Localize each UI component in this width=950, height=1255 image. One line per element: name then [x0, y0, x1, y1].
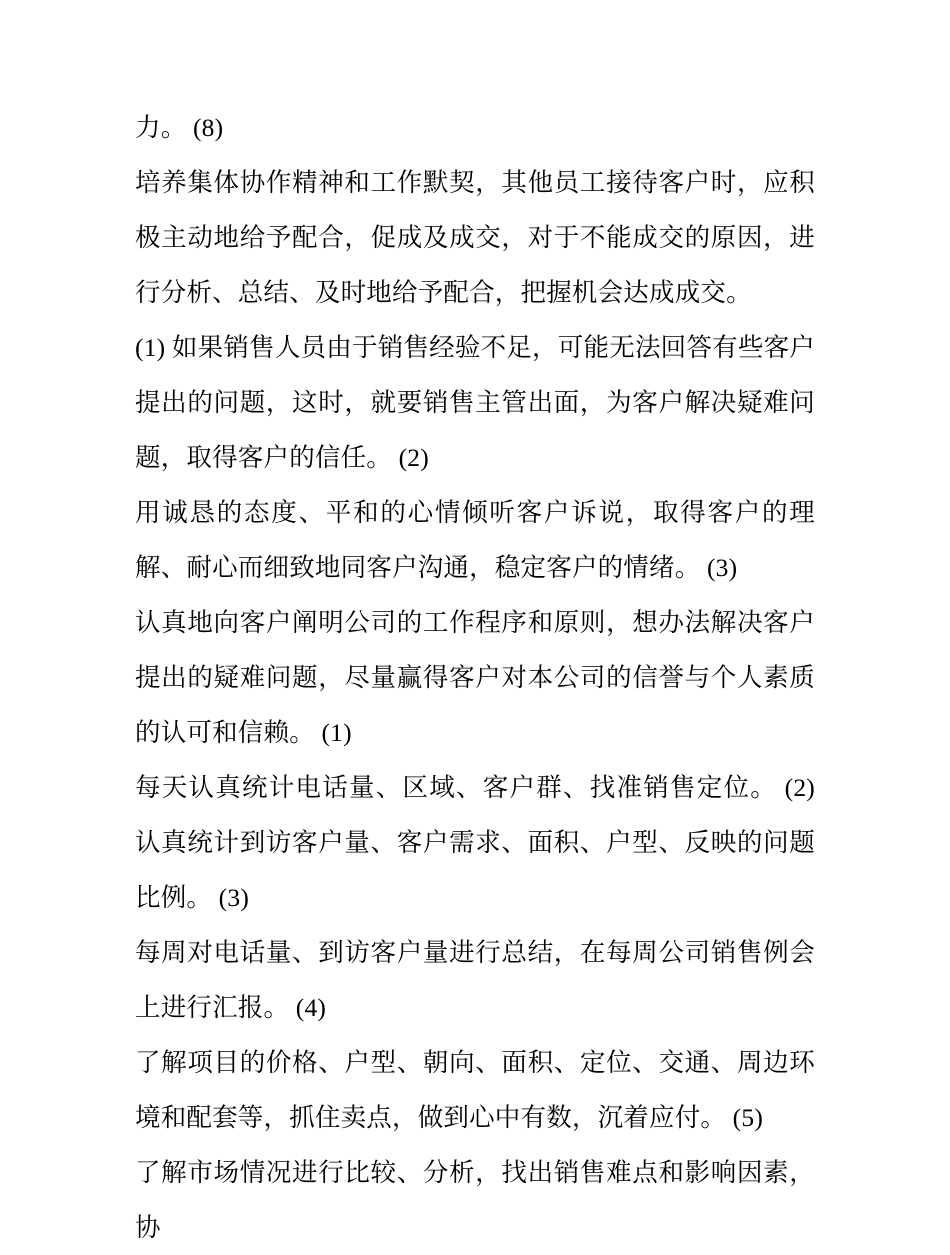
paragraph: 了解项目的价格、户型、朝向、面积、定位、交通、周边环境和配套等，抓住卖点，做到心中有数，沉着应付。 (5)	[135, 1048, 815, 1132]
paragraph: 认真地向客户阐明公司的工作程序和原则，想办法解决客户提出的疑难问题，尽量赢得客户对本公司的信誉与个人素质的认可和信赖。 (1)	[135, 608, 815, 747]
paragraph: 用诚恳的态度、平和的心情倾听客户诉说，取得客户的理解、耐心而细致地同客户沟通，稳定客户的情绪。 (3)	[135, 498, 815, 582]
paragraph: 每天认真统计电话量、区域、客户群、找准销售定位。 (2) 认真统计到访客户量、客户需求、面积、户型、反映的问题比例。 (3)	[135, 773, 815, 912]
paragraph: 了解市场情况进行比较、分析，找出销售难点和影响因素，协	[135, 1158, 815, 1242]
paragraph: 每周对电话量、到访客户量进行总结，在每周公司销售例会上进行汇报。 (4)	[135, 938, 815, 1022]
document-text-body	[135, 100, 815, 1255]
paragraph: (1) 如果销售人员由于销售经验不足，可能无法回答有些客户提出的问题，这时，就要销售主管出面，为客户解决疑难问题，取得客户的信任。 (2)	[135, 333, 815, 472]
paragraph: 力。 (8)	[135, 113, 224, 142]
paragraph: 培养集体协作精神和工作默契，其他员工接待客户时，应积极主动地给予配合，促成及成交，对于不能成交的原因，进行分析、总结、及时地给予配合，把握机会达成成交。	[135, 168, 815, 307]
